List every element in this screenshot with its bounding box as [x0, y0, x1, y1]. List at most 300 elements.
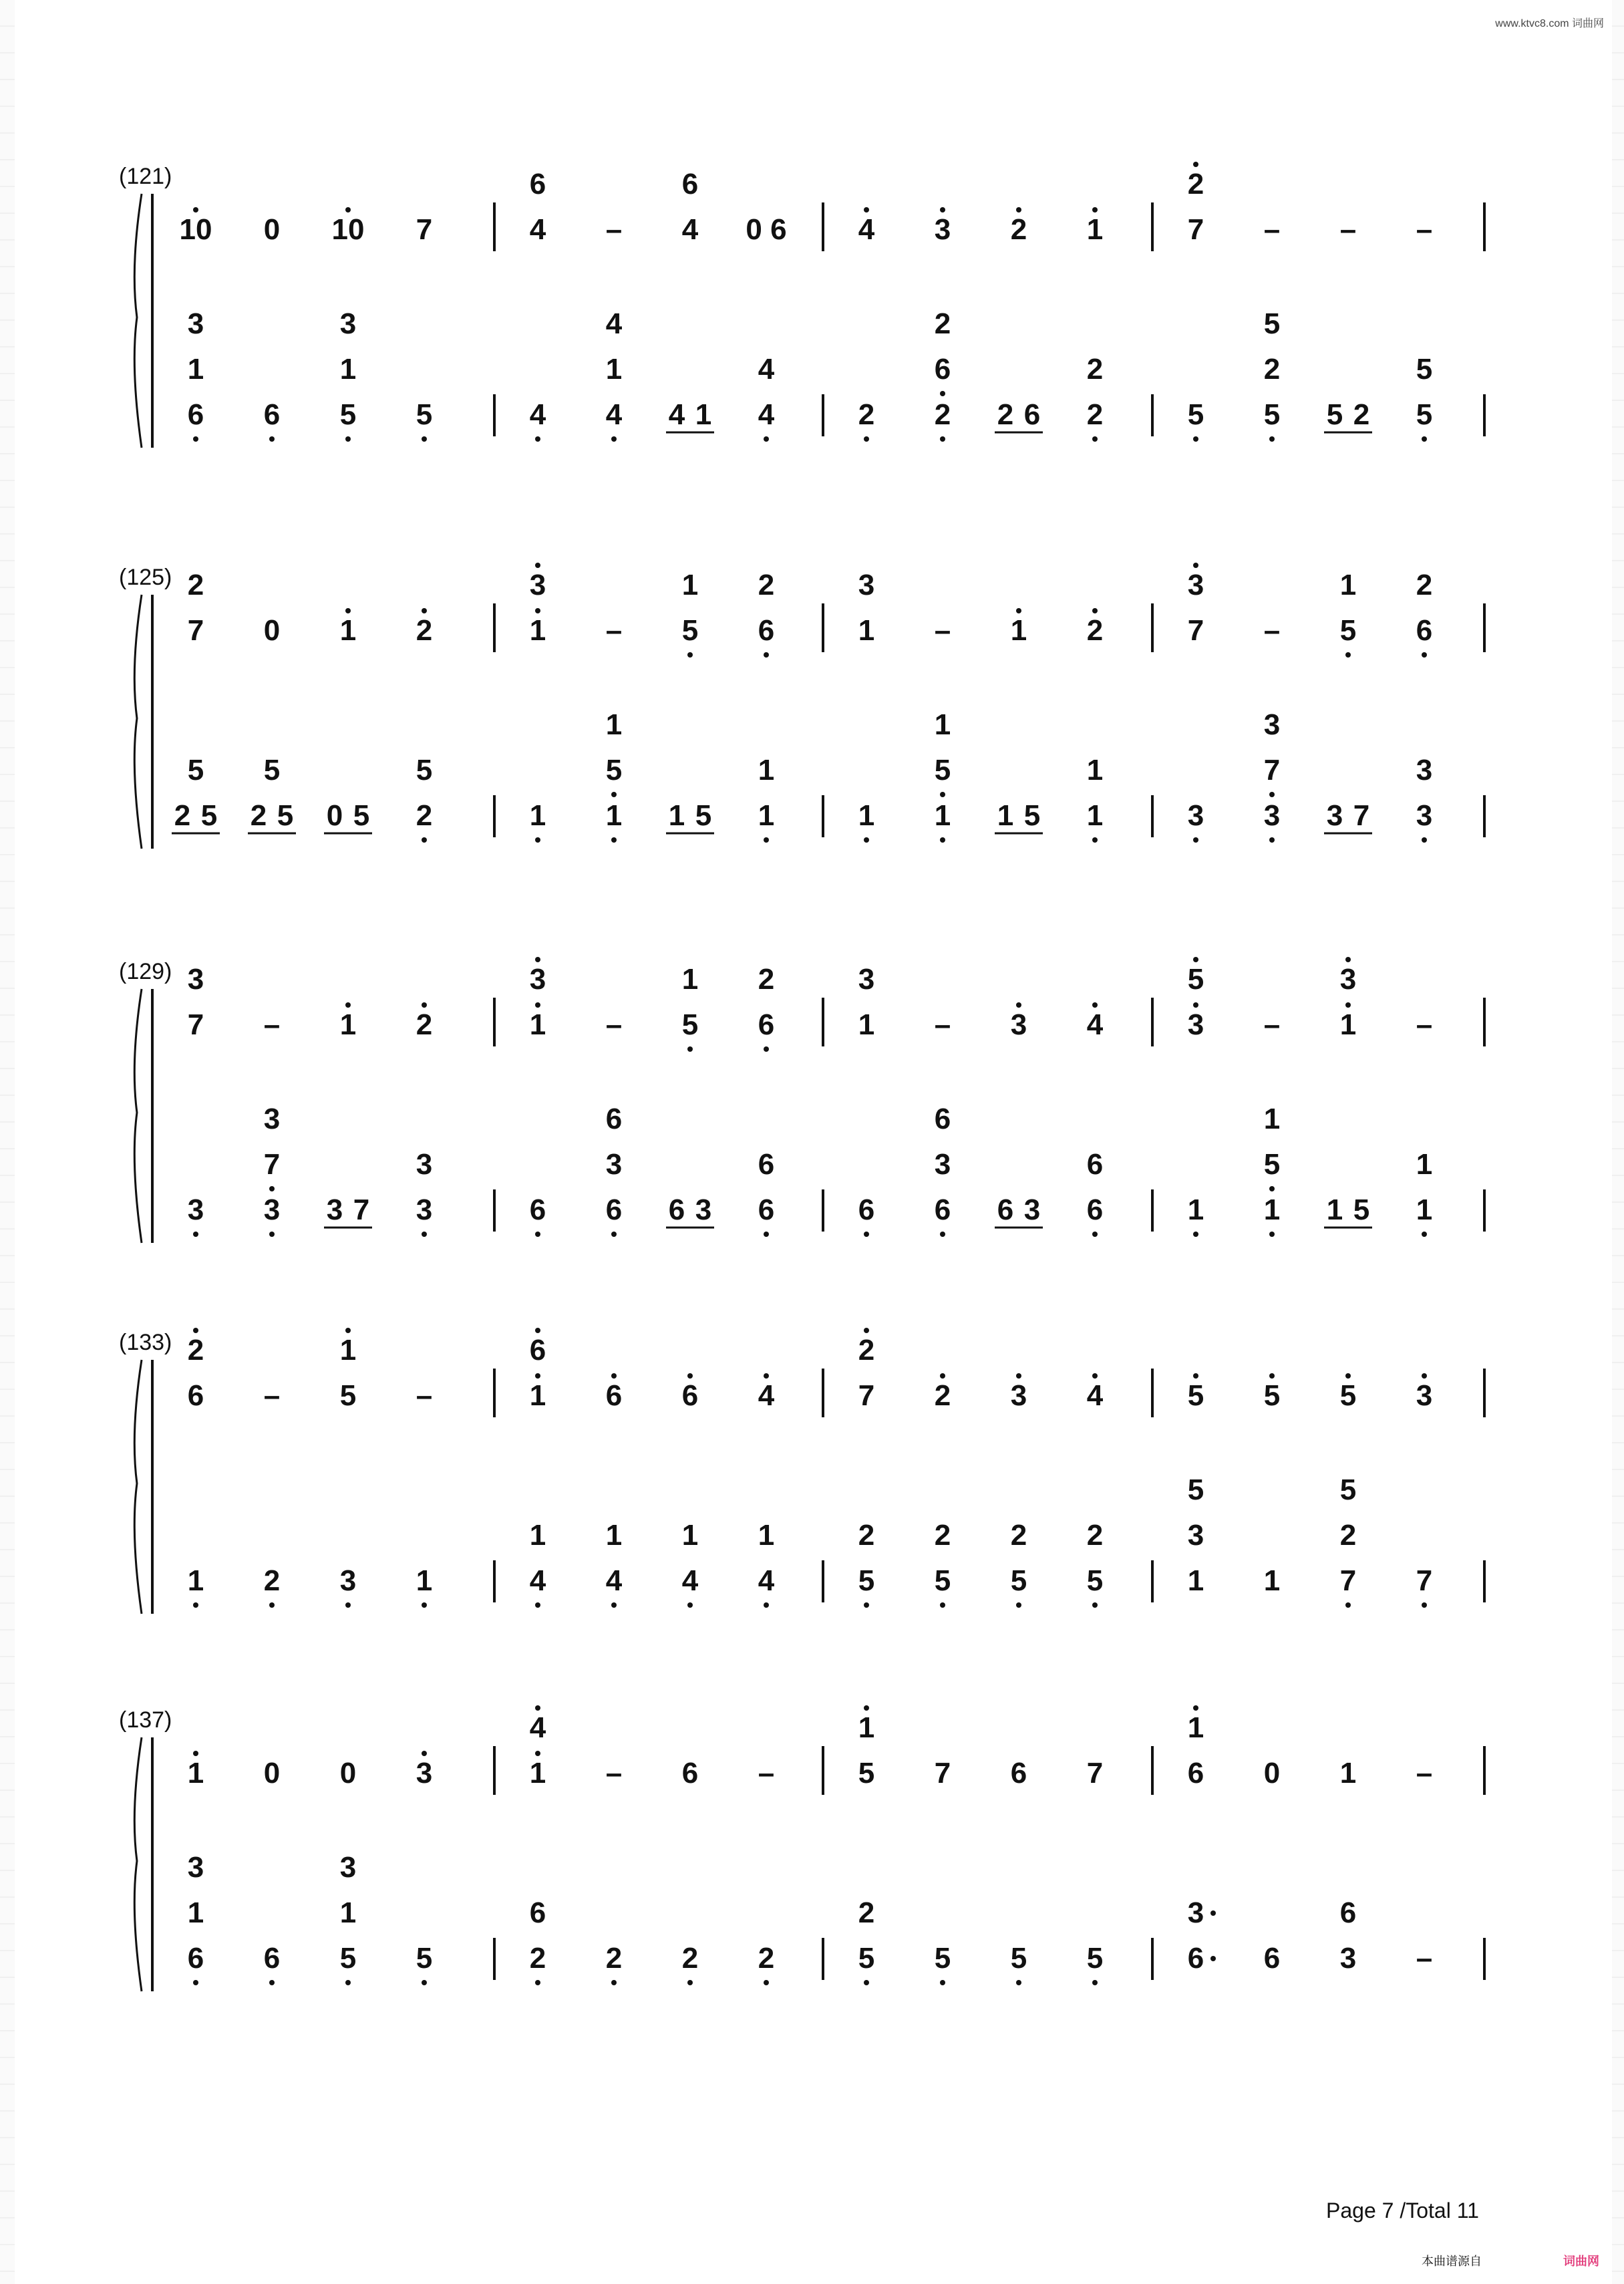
rh-note-updot0: [422, 1002, 427, 1008]
rh-note-n0: 3: [529, 963, 546, 996]
lh-note-lowdot1: [764, 1232, 769, 1237]
rh-note-updot0: [1092, 1002, 1098, 1008]
rh-note-updot0: [535, 1328, 540, 1333]
lh-note-n0: 5: [263, 754, 281, 787]
lh-note-lowdot2: [193, 436, 198, 442]
lh-note-n1: 4: [529, 1564, 546, 1597]
lh-note-n1: 6: [934, 353, 951, 386]
rh-note-n0: 2: [1416, 569, 1433, 601]
lh-note-n0: 1: [1187, 1193, 1204, 1226]
lh-note-n0: 1: [1263, 1103, 1281, 1135]
rh-note-updot1: [535, 1751, 540, 1756]
lh-note-n0: 1: [1086, 754, 1104, 787]
rh-note-lowdot1: [1345, 652, 1351, 658]
rh-note-n0: 3: [1187, 569, 1204, 601]
lh-note-n0: 1: [1263, 1564, 1281, 1597]
lh-note-n1: 5: [1010, 1564, 1027, 1597]
lh-note-n0: 4: [605, 307, 623, 340]
rh-note-updot0: [345, 1002, 351, 1008]
lh-note-n2: 6: [187, 1942, 204, 1975]
lh-note-n1: 2: [416, 799, 433, 832]
rh-note-n0: 1: [681, 963, 699, 996]
rh-note-n1: 6: [1187, 1757, 1204, 1790]
lh-note-n0: 5: [1339, 1473, 1357, 1506]
rh-note-n0: 4: [758, 1379, 775, 1412]
rh-note-n0: 2: [1187, 168, 1204, 200]
rh-note-n0: 3: [858, 569, 875, 601]
lh-note-lowdot1: [1269, 1186, 1275, 1191]
lh-note-n0: 5: [416, 1942, 433, 1975]
rh-note-n1: 1: [529, 1008, 546, 1041]
rh-note-n0: 6: [681, 1757, 699, 1790]
rh-note-n0: 1: [681, 569, 699, 601]
lh-note-lowdot1: [535, 1980, 540, 1985]
lh-note-n2: 3: [263, 1193, 281, 1226]
rh-note-n0: 3: [416, 1757, 433, 1790]
lh-note-lowdot2: [611, 1232, 617, 1237]
lh-note-n0: 4: [529, 398, 546, 431]
rh-note-n0: 1: [1086, 213, 1104, 246]
rh-note-n1: 7: [1187, 213, 1204, 246]
rh-note-updot0: [1193, 162, 1198, 167]
lh-note-b: 6: [1023, 398, 1041, 431]
rh-note-n1: 6: [1416, 614, 1433, 647]
lh-note-n0: 6: [758, 1148, 775, 1181]
lh-note-lowdot2: [611, 436, 617, 442]
lh-note-n0: 3: [339, 1564, 357, 1597]
lh-note-n1: 3: [934, 1148, 951, 1181]
lh-note-n1: 5: [605, 754, 623, 787]
rh-note-updot0: [535, 1705, 540, 1711]
lh-note-n2: 1: [1263, 1193, 1281, 1226]
rh-note-updot0: [193, 1328, 198, 1333]
rh-note-lowdot1: [764, 652, 769, 658]
rh-note-n0: 2: [934, 1379, 951, 1412]
rh-note-updot0: [864, 1705, 869, 1711]
rh-note-n1: 5: [681, 1008, 699, 1041]
lh-note-n0: 3: [263, 1103, 281, 1135]
lh-note-n0: 1: [605, 708, 623, 741]
lh-note-a: 6: [997, 1193, 1014, 1226]
rh-note-n0: 10: [179, 213, 212, 246]
rh-note-n0: 2: [758, 963, 775, 996]
lh-note-n1: 7: [263, 1148, 281, 1181]
rh-note-n0: 3: [187, 963, 204, 996]
lh-note-n1: 2: [1339, 1519, 1357, 1552]
lh-note-lowdot1: [1422, 1232, 1427, 1237]
lh-note-n0: 3: [416, 1148, 433, 1181]
rh-note-updot1: [535, 608, 540, 613]
lh-note-n1: 2: [1086, 398, 1104, 431]
rh-note-n0: –: [263, 1008, 281, 1041]
rh-note-n0: 4: [1086, 1008, 1104, 1041]
rh-note-updot0: [1092, 1373, 1098, 1379]
lh-note-b: 7: [1353, 799, 1370, 832]
lh-note-a: 6: [668, 1193, 685, 1226]
lh-note-n1: 5: [858, 1942, 875, 1975]
lh-note-lowdot2: [940, 436, 945, 442]
footer-source-label: 本曲谱源自: [1422, 2255, 1482, 2268]
lh-note-augdot1: [1210, 1956, 1216, 1961]
lh-note-a: 0: [326, 799, 343, 832]
rh-note-n1: 1: [529, 1379, 546, 1412]
lh-note-n0: 5: [1187, 1473, 1204, 1506]
lh-note-n0: 1: [758, 754, 775, 787]
rh-note-lowdot1: [1422, 652, 1427, 658]
rh-note-n0: –: [605, 1008, 623, 1041]
lh-note-n0: 5: [416, 398, 433, 431]
lh-note-a: 2: [174, 799, 191, 832]
lh-note-n0: 2: [858, 1896, 875, 1929]
system-brace: [134, 989, 142, 1243]
lh-note-n0: 6: [1263, 1942, 1281, 1975]
lh-note-n1: 1: [187, 1896, 204, 1929]
lh-note-n0: 6: [529, 1193, 546, 1226]
lh-note-lowdot2: [1269, 1232, 1275, 1237]
lh-note-n0: 1: [758, 1519, 775, 1552]
lh-note-lowdot1: [940, 391, 945, 396]
lh-note-n0: 1: [529, 1519, 546, 1552]
lh-note-n2: 6: [187, 398, 204, 431]
lh-note-n1: 3: [416, 1193, 433, 1226]
lh-note-n0: 4: [758, 353, 775, 386]
rh-note-n0: 0 6: [746, 213, 787, 246]
lh-note-n1: 4: [758, 398, 775, 431]
rh-note-n0: 5: [1263, 1379, 1281, 1412]
rh-note-updot0: [1193, 1373, 1198, 1379]
lh-note-lowdot0: [269, 1602, 275, 1608]
rh-note-updot0: [1016, 608, 1021, 613]
rh-note-n0: 4: [1086, 1379, 1104, 1412]
lh-note-n0: 5: [934, 1942, 951, 1975]
rh-note-updot0: [940, 1373, 945, 1379]
lh-note-n2: 4: [605, 398, 623, 431]
lh-note-a: 1: [997, 799, 1014, 832]
rh-note-n0: –: [1339, 213, 1357, 246]
lh-note-lowdot0: [535, 436, 540, 442]
rh-note-n0: 3: [1010, 1008, 1027, 1041]
rh-note-n0: 6: [681, 1379, 699, 1412]
rh-note-n1: 5: [1339, 614, 1357, 647]
lh-note-n1: 4: [758, 1564, 775, 1597]
lh-note-lowdot0: [1422, 1602, 1427, 1608]
lh-note-lowdot0: [422, 1602, 427, 1608]
rh-note-n0: 0: [339, 1757, 357, 1790]
lh-note-b: 1: [695, 398, 712, 431]
lh-note-lowdot1: [940, 792, 945, 797]
rh-note-n0: 1: [1187, 1711, 1204, 1744]
rh-note-updot1: [535, 1002, 540, 1008]
rh-note-updot0: [422, 608, 427, 613]
lh-note-lowdot0: [269, 436, 275, 442]
lh-note-lowdot2: [345, 1980, 351, 1985]
lh-note-lowdot1: [764, 436, 769, 442]
lh-note-lowdot0: [1092, 1980, 1098, 1985]
lh-note-lowdot0: [611, 1980, 617, 1985]
rh-note-updot0: [345, 608, 351, 613]
rh-note-updot0: [1345, 957, 1351, 962]
lh-note-n1: 5: [1086, 1564, 1104, 1597]
rh-note-n1: 1: [858, 1008, 875, 1041]
rh-note-n0: 3: [1339, 963, 1357, 996]
system-brace: [134, 595, 142, 849]
lh-note-n0: 1: [1416, 1148, 1433, 1181]
lh-note-a: 2: [997, 398, 1014, 431]
lh-note-lowdot0: [940, 1980, 945, 1985]
lh-note-n1: 1: [758, 799, 775, 832]
lh-note-lowdot1: [864, 1980, 869, 1985]
lh-note-n0: 1: [529, 799, 546, 832]
lh-note-n1: 1: [187, 353, 204, 386]
lh-note-n0: 2: [681, 1942, 699, 1975]
lh-note-lowdot1: [535, 1602, 540, 1608]
lh-note-lowdot1: [611, 1602, 617, 1608]
rh-note-n1: 7: [858, 1379, 875, 1412]
lh-note-lowdot1: [1016, 1602, 1021, 1608]
rh-note-n1: 3: [1187, 1008, 1204, 1041]
rh-note-updot0: [864, 207, 869, 212]
lh-note-b: 5: [353, 799, 370, 832]
rh-note-updot0: [535, 563, 540, 568]
lh-note-n1: 4: [681, 1564, 699, 1597]
lh-note-n0: 2: [758, 1942, 775, 1975]
measure-number: (133): [119, 1330, 172, 1355]
lh-note-n1: 1: [605, 353, 623, 386]
rh-note-updot0: [345, 207, 351, 212]
lh-note-lowdot0: [864, 837, 869, 843]
rh-note-n1: 4: [681, 213, 699, 246]
lh-note-n1: 7: [1263, 754, 1281, 787]
lh-note-n2: 6: [934, 1193, 951, 1226]
rh-note-updot0: [1345, 1373, 1351, 1379]
rh-note-n0: –: [605, 614, 623, 647]
rh-note-n1: 6: [758, 614, 775, 647]
rh-note-updot0: [1092, 207, 1098, 212]
rh-note-n0: 5: [1187, 963, 1204, 996]
lh-note-n1: 6: [1086, 1193, 1104, 1226]
rh-note-lowdot1: [764, 1046, 769, 1052]
rh-note-n0: 2: [416, 1008, 433, 1041]
lh-note-n0: 2: [1086, 1519, 1104, 1552]
lh-note-n1: 1: [339, 353, 357, 386]
rh-note-updot0: [193, 1751, 198, 1756]
lh-note-n1: 5: [1416, 398, 1433, 431]
lh-note-n0: 3: [187, 1851, 204, 1884]
lh-note-n1: 2: [529, 1942, 546, 1975]
rh-note-n0: 2: [416, 614, 433, 647]
lh-note-n1: 4: [605, 1564, 623, 1597]
rh-note-n0: 0: [1263, 1757, 1281, 1790]
lh-note-n0: 7: [1416, 1564, 1433, 1597]
lh-note-n0: 5: [416, 754, 433, 787]
rh-note-n0: 7: [1086, 1757, 1104, 1790]
measure-number: (121): [119, 164, 172, 189]
lh-note-n2: 6: [605, 1193, 623, 1226]
lh-note-lowdot2: [269, 1232, 275, 1237]
lh-note-n0: 6: [263, 1942, 281, 1975]
lh-note-lowdot0: [269, 1980, 275, 1985]
rh-note-n1: 4: [529, 213, 546, 246]
lh-note-n0: 1: [187, 1564, 204, 1597]
rh-note-n1: 5: [858, 1757, 875, 1790]
rh-note-n0: 2: [758, 569, 775, 601]
lh-note-a: 5: [1326, 398, 1343, 431]
rh-note-updot0: [1016, 1002, 1021, 1008]
lh-note-lowdot1: [1092, 436, 1098, 442]
lh-note-lowdot0: [422, 1980, 427, 1985]
lh-note-n0: 6: [605, 1103, 623, 1135]
lh-note-n0: –: [1416, 1942, 1433, 1975]
lh-note-n0: 2: [263, 1564, 281, 1597]
rh-note-updot0: [345, 1328, 351, 1333]
lh-note-b: 5: [1023, 799, 1041, 832]
rh-note-n1: 7: [187, 1008, 204, 1041]
lh-note-lowdot0: [535, 1232, 540, 1237]
lh-note-lowdot1: [940, 1602, 945, 1608]
lh-note-a: 4: [668, 398, 685, 431]
lh-note-lowdot1: [764, 837, 769, 843]
lh-note-lowdot0: [345, 1602, 351, 1608]
lh-note-lowdot1: [764, 1602, 769, 1608]
lh-note-n0: 5: [1010, 1942, 1027, 1975]
lh-note-lowdot1: [1092, 1232, 1098, 1237]
rh-note-updot0: [1193, 563, 1198, 568]
rh-note-n1: 7: [1187, 614, 1204, 647]
lh-note-lowdot2: [940, 1232, 945, 1237]
lh-note-n0: 5: [1187, 398, 1204, 431]
rh-note-updot1: [1345, 1002, 1351, 1008]
lh-note-n0: 3: [187, 1193, 204, 1226]
rh-note-n0: 1: [339, 1008, 357, 1041]
lh-note-n1: 3: [1187, 1519, 1204, 1552]
rh-note-n0: 5: [1339, 1379, 1357, 1412]
lh-note-lowdot2: [940, 837, 945, 843]
lh-note-lowdot1: [422, 837, 427, 843]
lh-note-n0: 6: [934, 1103, 951, 1135]
rh-note-n0: 2: [1010, 213, 1027, 246]
lh-note-lowdot0: [193, 1232, 198, 1237]
lh-note-n1: 3: [1416, 799, 1433, 832]
lh-note-lowdot0: [422, 436, 427, 442]
rh-note-n0: –: [605, 1757, 623, 1790]
measure-number: (129): [119, 959, 172, 984]
lh-note-n0: 2: [858, 398, 875, 431]
rh-note-n0: 2: [187, 1334, 204, 1367]
rh-note-updot0: [1016, 207, 1021, 212]
rh-note-n0: –: [1416, 213, 1433, 246]
rh-note-updot0: [1092, 608, 1098, 613]
lh-note-b: 2: [1353, 398, 1370, 431]
lh-note-b: 5: [277, 799, 294, 832]
rh-note-updot0: [764, 1373, 769, 1379]
rh-note-n0: –: [1416, 1008, 1433, 1041]
lh-note-b: 3: [1023, 1193, 1041, 1226]
lh-note-lowdot0: [193, 1602, 198, 1608]
rh-note-n0: 6: [681, 168, 699, 200]
lh-note-lowdot2: [1269, 436, 1275, 442]
lh-note-n1: 6: [758, 1193, 775, 1226]
measure-number: (125): [119, 565, 172, 590]
lh-note-n2: 1: [934, 799, 951, 832]
rh-note-n0: 5: [1187, 1379, 1204, 1412]
lh-note-lowdot0: [535, 837, 540, 843]
lh-note-lowdot2: [193, 1980, 198, 1985]
rh-note-lowdot1: [687, 652, 693, 658]
rh-note-n0: –: [758, 1757, 775, 1790]
lh-note-n0: 1: [858, 799, 875, 832]
lh-note-lowdot0: [1193, 436, 1198, 442]
rh-note-updot1: [1193, 1002, 1198, 1008]
rh-note-n0: 7: [416, 213, 433, 246]
rh-note-updot0: [1016, 1373, 1021, 1379]
rh-note-n1: 6: [187, 1379, 204, 1412]
rh-note-n0: 0: [263, 614, 281, 647]
lh-note-b: 5: [1353, 1193, 1370, 1226]
rh-note-n1: 7: [187, 614, 204, 647]
lh-note-lowdot1: [1269, 792, 1275, 797]
lh-note-lowdot1: [687, 1602, 693, 1608]
lh-note-a: 3: [1326, 799, 1343, 832]
lh-note-n2: 5: [339, 398, 357, 431]
rh-note-n0: 3: [1010, 1379, 1027, 1412]
lh-note-n0: 1: [934, 708, 951, 741]
system-brace: [134, 1360, 142, 1614]
lh-note-b: 5: [695, 799, 712, 832]
rh-note-n0: 0: [263, 1757, 281, 1790]
lh-note-lowdot1: [1422, 436, 1427, 442]
lh-note-lowdot0: [764, 1980, 769, 1985]
lh-note-a: 3: [326, 1193, 343, 1226]
lh-note-n0: 5: [1416, 353, 1433, 386]
rh-note-lowdot1: [687, 1046, 693, 1052]
rh-note-n0: 1: [339, 1334, 357, 1367]
rh-note-n0: 6: [529, 1334, 546, 1367]
lh-note-b: 5: [200, 799, 218, 832]
lh-note-n0: 2: [934, 1519, 951, 1552]
rh-note-n0: 10: [331, 213, 365, 246]
rh-note-updot0: [940, 207, 945, 212]
lh-note-lowdot0: [687, 1980, 693, 1985]
lh-note-n1: 6: [1187, 1942, 1204, 1975]
lh-note-n1: 2: [1263, 353, 1281, 386]
rh-note-updot0: [422, 1751, 427, 1756]
rh-note-updot0: [1193, 957, 1198, 962]
lh-note-a: 1: [1326, 1193, 1343, 1226]
rh-note-n0: 1: [1339, 1757, 1357, 1790]
lh-note-n0: 2: [1086, 353, 1104, 386]
rh-note-n0: 6: [1010, 1757, 1027, 1790]
rh-note-n1: 5: [339, 1379, 357, 1412]
lh-note-n0: 2: [605, 1942, 623, 1975]
rh-note-n0: 2: [187, 569, 204, 601]
rh-note-n1: 5: [681, 614, 699, 647]
lh-note-n0: 3: [1187, 1896, 1204, 1929]
rh-note-updot0: [1193, 1705, 1198, 1711]
rh-note-updot0: [687, 1373, 693, 1379]
rh-note-n0: –: [605, 213, 623, 246]
lh-note-n1: 1: [1086, 799, 1104, 832]
rh-note-n0: 1: [187, 1757, 204, 1790]
rh-note-n0: 4: [858, 213, 875, 246]
lh-note-n0: 3: [339, 1851, 357, 1884]
lh-note-lowdot0: [864, 436, 869, 442]
rh-note-n0: 1: [339, 614, 357, 647]
rh-note-n0: –: [263, 1379, 281, 1412]
lh-note-n0: 3: [187, 307, 204, 340]
lh-note-a: 2: [250, 799, 267, 832]
lh-note-n2: 1: [1187, 1564, 1204, 1597]
rh-note-updot0: [864, 1328, 869, 1333]
